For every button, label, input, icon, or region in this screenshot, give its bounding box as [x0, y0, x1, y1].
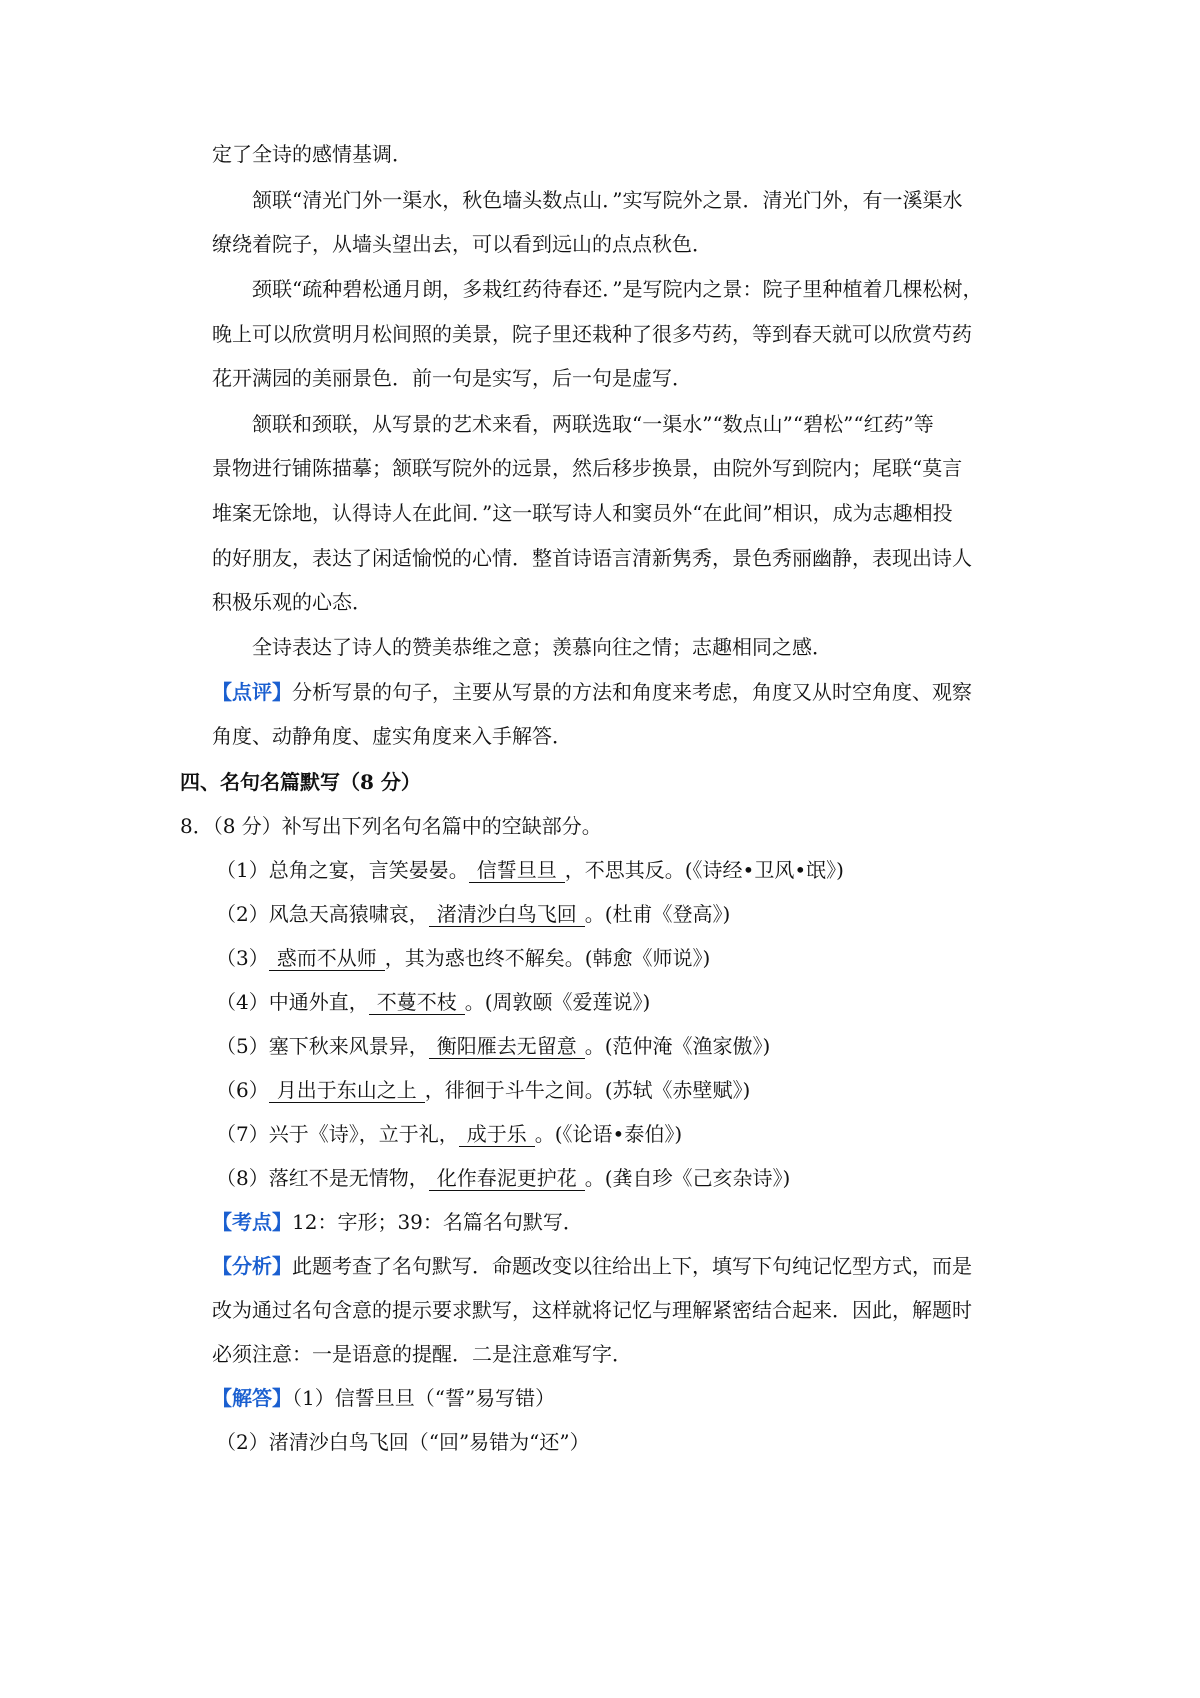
answer-blank-1: 信誓旦旦 [469, 858, 565, 883]
paragraph-4-line-2: 景物进行铺陈描摹；颔联写院外的远景，然后移步换景，由院外写到院内；尾联“莫言 [212, 456, 963, 480]
section-title: 四、名句名篇默写（8 分） [180, 770, 421, 794]
answer-blank-5: 衡阳雁去无留意 [429, 1034, 585, 1059]
paragraph-3-line-1: 颈联“疏种碧松通月朗，多栽红药待春还．”是写院内之景：院子里种植着几棵松树， [252, 277, 983, 301]
paragraph-4-line-3: 堆案无馀地，认得诗人在此间．”这一联写诗人和窦员外“在此间”相识，成为志趣相投 [212, 501, 953, 525]
question-8: 8．（8 分）补写出下列名句名篇中的空缺部分。 [180, 814, 602, 838]
answer-blank-7: 成于乐 [459, 1122, 535, 1147]
paragraph-5: 全诗表达了诗人的赞美恭维之意；羡慕向往之情；志趣相同之感． [252, 635, 832, 659]
review-text: 分析写景的句子，主要从写景的方法和角度来考虑，角度又从时空角度、观察 [292, 680, 972, 704]
answer-blank-6: 月出于东山之上 [269, 1078, 425, 1103]
fill-item-2: （2）风急天高猿啸哀， 渚清沙白鸟飞回 。(杜甫《登高》) [216, 902, 731, 926]
fenxi-line-3: 必须注意：一是语意的提醒．二是注意难写字． [212, 1342, 632, 1366]
kaodian-line [212, 1208, 583, 1236]
jieda-text: （1）信誓旦旦（“誓”易写错） [292, 1386, 556, 1410]
jieda-line-2: （2）渚清沙白鸟飞回（“回”易错为“还”） [216, 1430, 590, 1454]
fill-item-5: （5）塞下秋来风景异， 衡阳雁去无留意 。(范仲淹《渔家傲》) [216, 1034, 771, 1058]
fill-item-8: （8）落红不是无情物， 化作春泥更护花 。(龚自珍《己亥杂诗》) [216, 1166, 791, 1190]
fill-item-7: （7）兴于《诗》，立于礼， 成于乐 。(《论语•泰伯》) [216, 1122, 683, 1146]
kaodian-tag: 【考点】 [212, 1210, 292, 1234]
paragraph-3-line-3: 花开满园的美丽景色．前一句是实写，后一句是虚写． [212, 366, 692, 390]
fill-item-1: （1）总角之宴，言笑晏晏。 信誓旦旦 ，不思其反。(《诗经•卫风•氓》) [216, 858, 844, 882]
answer-blank-4: 不蔓不枝 [369, 990, 465, 1015]
answer-blank-2: 渚清沙白鸟飞回 [429, 902, 585, 927]
fill-item-6: （6） 月出于东山之上 ，徘徊于斗牛之间。(苏轼《赤壁赋》) [216, 1078, 751, 1102]
paragraph-2-line-1: 颔联“清光门外一渠水，秋色墙头数点山．”实写院外之景．清光门外，有一溪渠水 [252, 188, 963, 212]
answer-blank-8: 化作春泥更护花 [429, 1166, 585, 1191]
fill-item-4: （4）中通外直， 不蔓不枝 。(周敦颐《爱莲说》) [216, 990, 651, 1014]
answer-blank-3: 惑而不从师 [269, 946, 385, 971]
fenxi-line-2: 改为通过名句含意的提示要求默写，这样就将记忆与理解紧密结合起来．因此，解题时 [212, 1298, 972, 1322]
paragraph-1-tail: 定了全诗的感情基调． [212, 142, 412, 166]
fenxi-text: 此题考查了名句默写．命题改变以往给出上下，填写下句纯记忆型方式，而是 [292, 1254, 972, 1278]
jieda-tag: 【解答】 [212, 1386, 292, 1410]
kaodian-text: 12：字形；39：名篇名句默写． [292, 1210, 583, 1234]
paragraph-4-line-5: 积极乐观的心态． [212, 590, 372, 614]
fenxi-line-1 [212, 1252, 972, 1280]
paragraph-3-line-2: 晚上可以欣赏明月松间照的美景，院子里还栽种了很多芍药，等到春天就可以欣赏芍药 [212, 322, 972, 346]
review-tag: 【点评】 [212, 680, 292, 704]
review-line-2: 角度、动静角度、虚实角度来入手解答． [212, 724, 572, 748]
review-line-1 [212, 678, 972, 706]
fenxi-tag: 【分析】 [212, 1254, 292, 1278]
jieda-line-1 [212, 1384, 555, 1412]
paragraph-2-line-2: 缭绕着院子，从墙头望出去，可以看到远山的点点秋色． [212, 232, 712, 256]
fill-item-3: （3） 惑而不从师 ，其为惑也终不解矣。(韩愈《师说》) [216, 946, 711, 970]
paragraph-4-line-1: 颔联和颈联，从写景的艺术来看，两联选取“一渠水”“数点山”“碧松”“红药”等 [252, 412, 934, 436]
paragraph-4-line-4: 的好朋友，表达了闲适愉悦的心情．整首诗语言清新隽秀，景色秀丽幽静，表现出诗人 [212, 546, 972, 570]
